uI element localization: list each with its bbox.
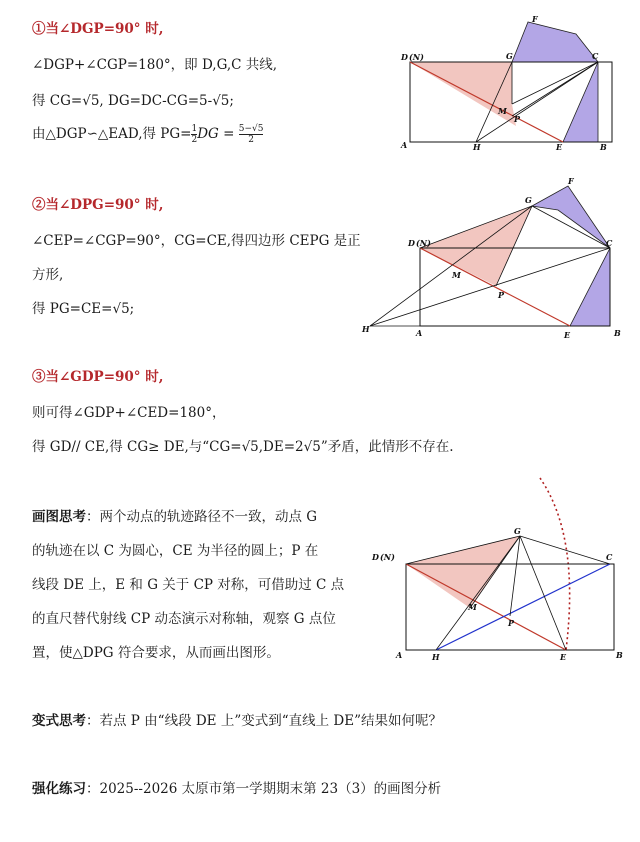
svg-text:E: E xyxy=(564,330,571,340)
pink-region xyxy=(406,536,520,608)
svg-text:D: D xyxy=(408,238,415,248)
purple-triangle xyxy=(570,248,610,326)
half-fraction: $\frac{1}{2}$ xyxy=(191,124,198,145)
svg-text:D: D xyxy=(401,52,408,62)
svg-text:E: E xyxy=(556,142,563,152)
case2-line3: 得 PG=CE=√5; xyxy=(32,301,135,317)
svg-text:F: F xyxy=(532,14,538,24)
case1-line3-text: 由△DGP∽△EAD,得 PG= xyxy=(32,126,192,142)
svg-text:C: C xyxy=(592,51,599,61)
case2-line2: 方形, xyxy=(32,267,64,283)
figure-think xyxy=(370,476,628,666)
think-line2: 的轨迹在以 C 为圆心，CE 为半径的圆上；P 在 xyxy=(32,543,319,559)
think-line5: 置，使△DPG 符合要求，从而画出图形。 xyxy=(32,645,280,661)
svg-text:(N): (N) xyxy=(416,238,431,248)
figure-case2 xyxy=(360,176,628,348)
svg-text:G: G xyxy=(514,526,521,536)
figure-case1 xyxy=(396,14,616,154)
purple-triangle xyxy=(563,62,598,142)
purple-square xyxy=(512,22,598,62)
case3-line1: 则可得∠GDP+∠CED=180°， xyxy=(32,405,226,421)
svg-text:A: A xyxy=(396,650,403,660)
svg-text:G: G xyxy=(525,195,532,205)
svg-text:B: B xyxy=(616,650,623,660)
svg-text:G: G xyxy=(506,51,513,61)
think-line3: 线段 DE 上，E 和 G 关于 CP 对称，可借助过 C 点 xyxy=(32,577,345,593)
svg-text:B: B xyxy=(614,328,621,338)
svg-text:P: P xyxy=(508,618,515,628)
result-fraction: $\frac{5-√5}{2}$ xyxy=(238,124,264,145)
svg-text:P: P xyxy=(514,114,521,124)
svg-text:P: P xyxy=(498,290,505,300)
pink-region xyxy=(410,62,516,126)
svg-text:M: M xyxy=(452,270,461,280)
svg-text:H: H xyxy=(362,324,370,334)
think-line1: 画图思考：两个动点的轨迹路径不一致，动点 G xyxy=(32,509,318,525)
case3-heading: ③当∠GDP=90° 时, xyxy=(32,369,164,385)
case2-heading: ②当∠DPG=90° 时, xyxy=(32,197,164,213)
svg-text:A: A xyxy=(401,140,408,150)
case1-line2: 得 CG=√5, DG=DC-CG=5-√5; xyxy=(32,93,234,109)
case1-line1: ∠DGP+∠CGP=180°，即 D,G,C 共线, xyxy=(32,57,278,73)
svg-text:B: B xyxy=(600,142,607,152)
svg-text:H: H xyxy=(473,142,481,152)
svg-text:M: M xyxy=(498,106,507,116)
case1-line3 xyxy=(32,124,263,145)
svg-text:F: F xyxy=(568,176,574,186)
case2-line1: ∠CEP=∠CGP=90°，CG=CE,得四边形 CEPG 是正 xyxy=(32,233,361,249)
think-line4: 的直尺替代射线 CP 动态演示对称轴，观察 G 点位 xyxy=(32,611,336,627)
case3-line2: 得 GD// CE,得 CG≥ DE,与“CG=√5,DE=2√5”矛盾，此情形不存在. xyxy=(32,439,454,455)
svg-text:D: D xyxy=(372,552,379,562)
purple-square xyxy=(532,186,610,248)
svg-text:C: C xyxy=(606,552,613,562)
svg-text:H: H xyxy=(432,652,440,662)
svg-text:A: A xyxy=(416,328,423,338)
svg-text:(N): (N) xyxy=(380,552,395,562)
variant-line: 变式思考：若点 P 由“线段 DE 上”变式到“直线上 DE”结果如何呢？ xyxy=(32,713,443,729)
case1-dg: DG = xyxy=(197,126,235,142)
svg-text:E: E xyxy=(560,652,567,662)
svg-text:C: C xyxy=(606,238,613,248)
case1-heading: ①当∠DGP=90° 时, xyxy=(32,21,164,37)
practice-line: 强化练习：2025--2026 太原市第一学期期末第 23（3）的画图分析 xyxy=(32,781,442,797)
svg-text:M: M xyxy=(468,602,477,612)
svg-text:(N): (N) xyxy=(409,52,424,62)
